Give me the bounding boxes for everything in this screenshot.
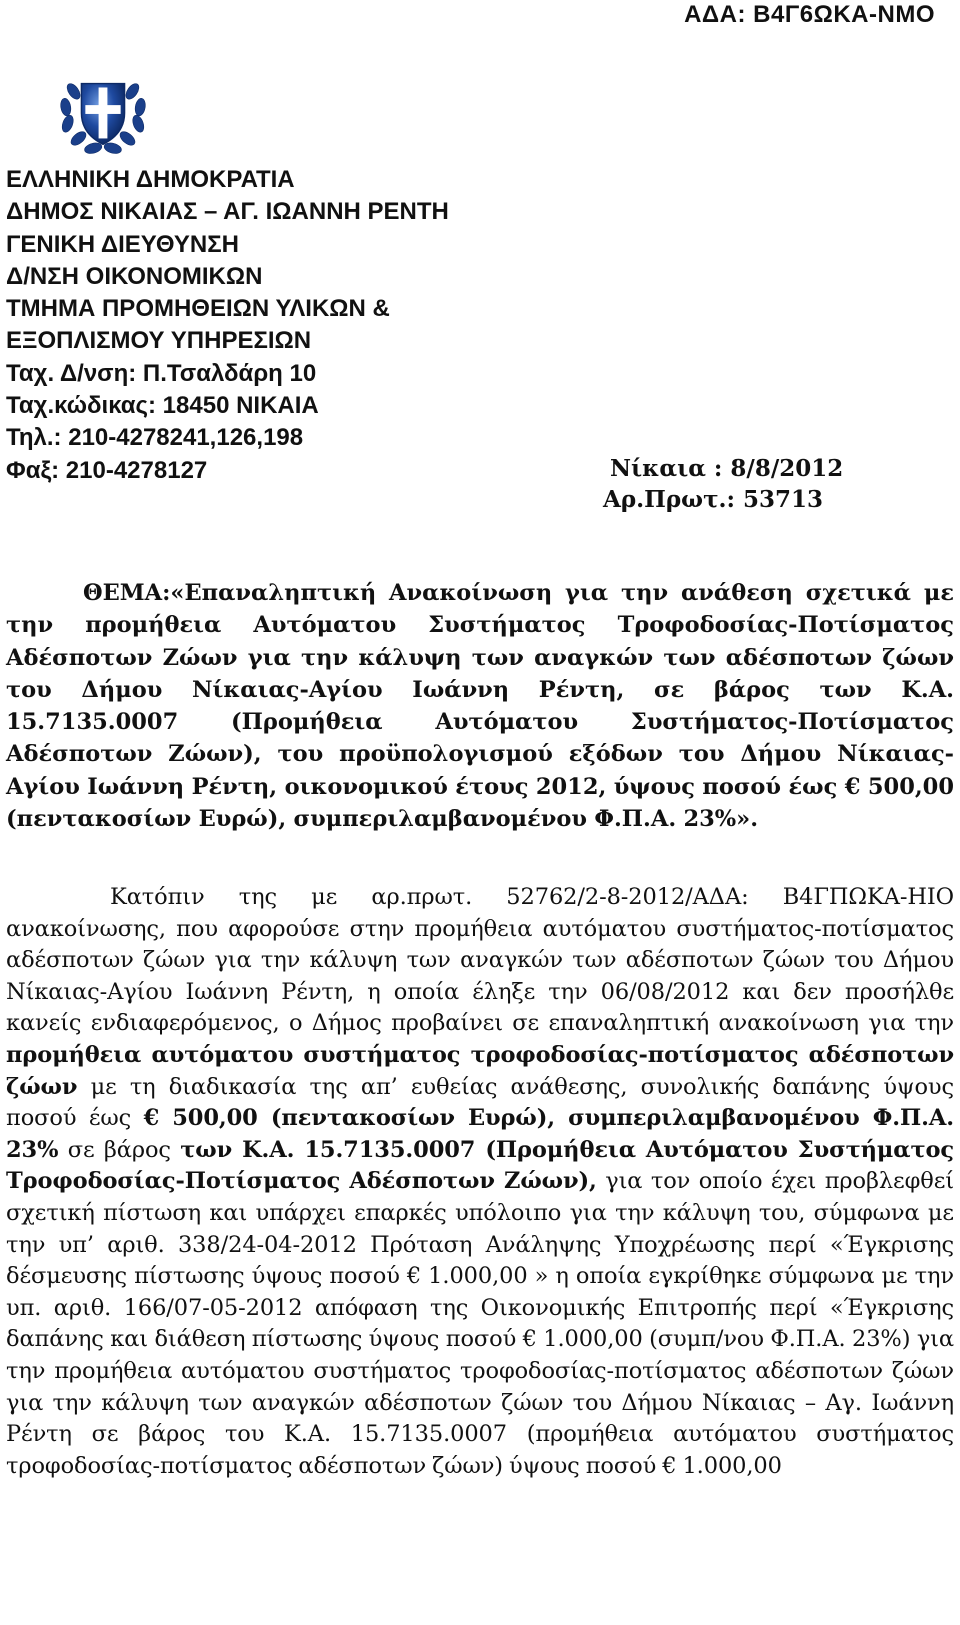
sender-header xyxy=(6,164,449,487)
header-line: Ταχ. Δ/νση: Π.Τσαλδάρη 10 xyxy=(6,359,317,387)
greek-coat-of-arms-icon xyxy=(54,62,152,160)
body-text-segment: με τη διαδικασία της απ’ ευθείας ανάθεσης, συνολικής δαπάνης ύψους ποσού έως xyxy=(6,1073,954,1132)
document-subject: ΘΕΜΑ:«Επαναληπτική Ανακοίνωση για την ανάθεση σχετικά με την προμήθεια Αυτόματου Συστήματος Τροφοδοσίας-Ποτίσματος Αδέσποτων Ζώων για την κάλυψη των αναγκών των αδέσποτων ζώων του Δήμου Νίκαιας-Αγίου Ιωάννη Ρέντη, σε βάρος των Κ.Α. 15.7135.0007 (Προμήθεια Αυτόματου Συστήματος-Ποτίσματος Αδέσποτων Ζώων), του προϋπολογισμού εξόδων του Δήμου Νίκαιας-Αγίου Ιωάννη Ρέντη, οικονομικού έτους 2012, ύψους ποσού έως € 500,00 (πεντακοσίων Ευρώ), συμπεριλαμβανομένου Φ.Π.Α. 23%». xyxy=(6,580,954,833)
body-text-segment: σε βάρος xyxy=(67,1136,171,1163)
body-text-segment: Κατόπιν της με αρ.πρωτ. 52762/2-8-2012/ΑΔΑ: Β4ΓΠΩΚΑ-ΗΙΟ ανακοίνωσης, που αφορούσε στην προμήθεια αυτόματου συστήματος-ποτίσματος αδέσποτων ζώων για την κάλυψη των αναγκών των αδέσποτων ζώων του Δήμου Νίκαιας-Αγίου Ιωάννη Ρέντη, η οποία έληξε την 06/08/2012 και δεν προσήλθε κανείς ενδιαφερόμενος, ο Δήμος προβαίνει σε επαναληπτική ανακοίνωση για την xyxy=(6,884,954,1037)
coat-of-arms-graphic xyxy=(54,62,152,160)
header-line: Φαξ: 210-4278127 xyxy=(6,456,208,484)
header-line: Δ/ΝΣΗ ΟΙΚΟΝΟΜΙΚΩΝ xyxy=(6,262,263,290)
body-bold-segment: προμήθεια αυτόματου συστήματος τροφοδοσίας-ποτίσματος αδέσποτων ζώων xyxy=(6,1041,954,1100)
header-line: Τηλ.: 210-4278241,126,198 xyxy=(6,424,304,452)
body-bold-segment: € 500,00 (πεντακοσίων Ευρώ), συμπεριλαμβανομένου Φ.Π.Α. 23% xyxy=(6,1105,954,1163)
body-bold-segment: των Κ.Α. 15.7135.0007 (Προμήθεια Αυτόματου Συστήματος Τροφοδοσίας-Ποτίσματος Αδέσποτων Ζώων), xyxy=(6,1136,954,1195)
header-line: Ταχ.κώδικας: 18450 ΝΙΚΑΙΑ xyxy=(6,392,319,420)
body-paragraph xyxy=(6,882,954,1482)
header-line: ΓΕΝΙΚΗ ΔΙΕΥΘΥΝΣΗ xyxy=(6,230,239,258)
header-line: ΕΛΛΗΝΙΚΗ ΔΗΜΟΚΡΑΤΙΑ xyxy=(6,166,295,193)
protocol-number: Αρ.Πρωτ.: 53713 xyxy=(603,486,824,513)
header-line: ΕΞΟΠΛΙΣΜΟΥ ΥΠΗΡΕΣΙΩΝ xyxy=(6,327,312,355)
header-line: ΔΗΜΟΣ ΝΙΚΑΙΑΣ – ΑΓ. ΙΩΑΝΝΗ ΡΕΝΤΗ xyxy=(6,198,449,226)
header-line: ΤΜΗΜΑ ΠΡΟΜΗΘΕΙΩΝ ΥΛΙΚΩΝ & xyxy=(6,295,390,323)
ada-label: ΑΔΑ: Β4Γ6ΩΚΑ-ΝΜΟ xyxy=(684,1,935,28)
body-text-segment: για τον οποίο έχει προβλεφθεί σχετική πίστωση και υπάρχει επαρκές υπόλοιπο για την κάλυψη του, σύμφωνα με την υπ’ αριθ. 338/24-04-2012 Πρόταση Ανάληψης Υποχρέωσης περί «Έγκρισης δέσμευσης πίστωσης ύψους ποσού € 1.000,00 » η οποία εγκρίθηκε σύμφωνα με την υπ. αριθ. 166/07-05-2012 απόφαση της Οικονομικής Επιτροπής περί «Έγκρισης δαπάνης και διάθεση πίστωσης ύψους ποσού € 1.000,00 (συμπ/νου Φ.Π.Α. 23%) για την προμήθεια αυτόματου συστήματος τροφοδοσίας-ποτίσματος αδέσποτων ζώων για την κάλυψη των αναγκών αδέσποτων ζώων του Δήμου Νίκαιας – Αγ. Ιωάννη Ρέντη σε βάρος του Κ.Α. 15.7135.0007 (προμήθεια αυτόματου συστήματος τροφοδοσίας-ποτίσματος αδέσποτων ζώων) ύψους ποσού € 1.000,00 xyxy=(6,1168,954,1479)
document-date: Νίκαια : 8/8/2012 xyxy=(610,455,844,482)
